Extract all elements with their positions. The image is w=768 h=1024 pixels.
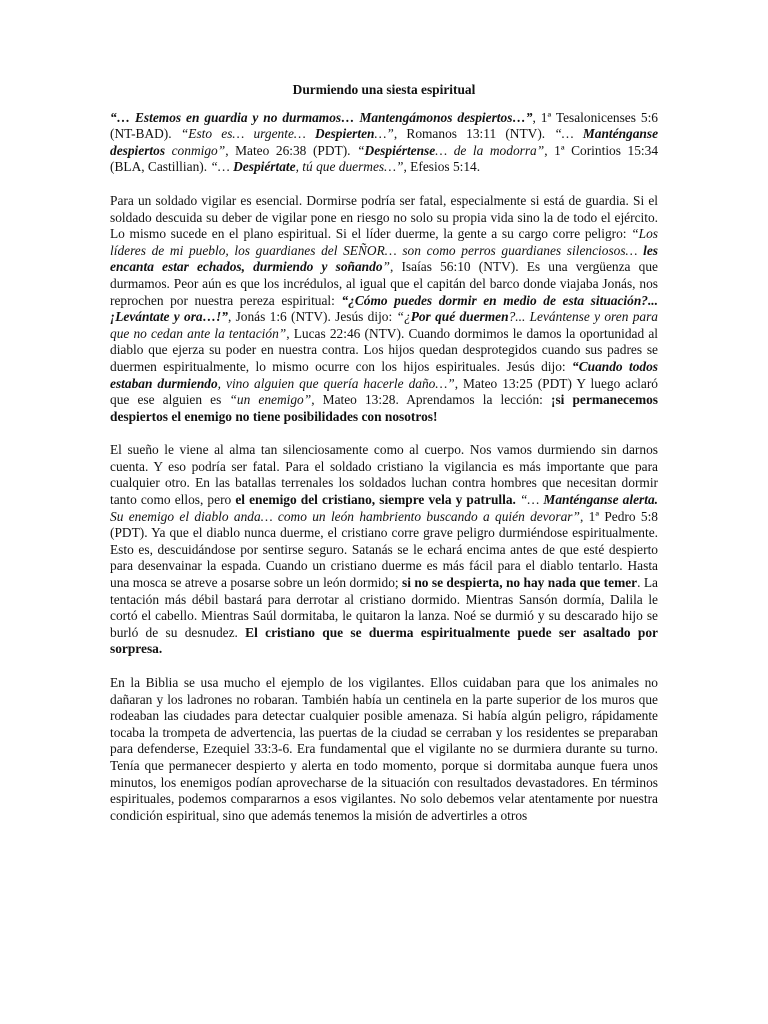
text-run: “¿: [396, 309, 411, 325]
text-run: Despiértense: [364, 142, 436, 158]
document-page: [110, 82, 658, 841]
text-run: les encanta estar echados, durmiendo y soñando: [110, 242, 658, 275]
text-run: Por qué duermen: [410, 309, 509, 325]
text-run: “Cuando todos estaban durmiendo: [110, 358, 658, 391]
text-run: El cristiano que se duerma espiritualmente puede ser asaltado por sorpresa.: [110, 624, 658, 657]
paragraph-3: [110, 442, 658, 658]
text-run: …”: [374, 126, 394, 142]
text-run: , Lucas 22:46 (NTV). Cuando dormimos le damos la oportunidad al diablo que ejerza su poder en nuestra contra. Los hijos quedan desprotegidos cuando sus padres se duermen espiritualmente, lo mismo ocurre con los hijos espirituales. Jesús dijo:: [110, 325, 658, 374]
text-run: , 1ª Pedro 5:8 (PDT). Ya que el diablo nunca duerme, el cristiano corre grave peligro durmiéndose espiritualmente. Esto es, descuidándose por sentirse seguro. Satanás se le echará encima antes de que esté despierto para desenvainar la espada. Cuando un cristiano duerme es más fácil para el diablo tentarlo. Hasta una mosca se atreve a posarse sobre un león dormido;: [110, 508, 658, 591]
text-run: En la Biblia se usa mucho el ejemplo de los vigilantes. Ellos cuidaban para que los animales no dañaran y los ladrones no robaran. También había un centinela en la parte superior de los muros que rodeaban las ciudades para detectar cualquier posible amenaza. Si había algún peligro, rápidamente tocaba la trompeta de advertencia, las puertas de la ciudad se cerraban y los residentes se preparaban para defenderse, Ezequiel 33:3-6. Era fundamental que el vigilante no se durmiera durante su turno. Tenía que permanecer despierto y alerta en todo momento, porque si dormitaba aunque fuera unos minutos, los enemigos podían aprovecharse de la situación con resultados devastadores. En términos espirituales, podemos compararnos a esos vigilantes. No solo debemos velar atentamente por nuestra condición espiritual, sino que además tenemos la misión de advertirles a otros: [110, 675, 658, 823]
text-run: ”: [382, 259, 390, 275]
paragraph-2: [110, 193, 658, 425]
paragraph-1: [110, 110, 658, 176]
text-run: “…: [554, 126, 583, 142]
text-run: Para un soldado vigilar es esencial. Dormirse podría ser fatal, especialmente si está de guardia. Si el soldado descuida su deber de vigilar pone en riesgo no solo su propia vida sino la de todo el ejército. Lo mismo sucede en el plano espiritual. Si el líder duerme, la gente a su cargo corre peligro:: [110, 192, 658, 242]
text-run: si no se despierta, no hay nada que temer: [402, 575, 638, 591]
text-run: conmigo”: [165, 142, 226, 158]
text-run: , tú que duermes…”: [295, 159, 404, 175]
paragraph-4: [110, 675, 658, 824]
text-run: ¡si permanecemos despiertos el enemigo no tiene posibilidades con nosotros!: [110, 392, 659, 424]
text-run: . La tentación más débil bastará para derrotar al cristiano dormido. Mientras Sansón dormía, Dalila le cortó el cabello. Mientras Saúl dormitaba, le quitaron la lanza. Noé se durmió y su descarado hijo se burló de su desnudez.: [110, 575, 658, 640]
text-run: El sueño le viene al alma tan silenciosamente como al cuerpo. Nos vamos durmiendo sin darnos cuenta. Y eso podría ser fatal. Para el soldado cristiano la vigilancia es más importante que para cualquier otro. En las batallas terrenales los soldados luchan contra hombres que necesitan dormir tanto como ellos, pero: [110, 442, 658, 508]
text-run: , 1ª Tesalonicenses 5:6 (NT-BAD).: [110, 109, 658, 142]
text-run: “: [357, 142, 365, 158]
text-run: , Mateo 26:38 (PDT).: [225, 142, 358, 158]
text-run: “un enemigo”: [229, 392, 312, 408]
document-body: [110, 110, 658, 825]
text-run: Manténganse despiertos: [110, 126, 659, 158]
text-run: Despiértate: [233, 159, 296, 175]
text-run: , Efesios 5:14.: [403, 159, 481, 175]
text-run: , Mateo 13:25 (PDT) Y luego aclaró que ese alguien es: [110, 375, 658, 408]
text-run: “…: [519, 492, 544, 508]
text-run: “Esto es… urgente…: [180, 126, 315, 142]
text-run: … de la modorra”: [435, 142, 545, 158]
text-run: “Los líderes de mi pueblo, los guardianes del SEÑOR… son como perros guardianes silenciosos…: [110, 226, 658, 258]
text-run: , 1ª Corintios 15:34 (BLA, Castillian).: [110, 142, 659, 175]
text-run: Su enemigo el diablo anda… como un león hambriento buscando a quién devorar”: [110, 508, 580, 524]
text-run: , Romanos 13:11 (NTV).: [393, 126, 555, 142]
text-run: , Isaías 56:10 (NTV). Es una vergüenza que durmamos. Peor aún es que los incrédulos, al igual que el capitán del barco donde viajaba Jonás, nos reprochen por nuestra pereza espiritual:: [110, 259, 658, 308]
text-run: el enemigo del cristiano, siempre vela y patrulla.: [235, 492, 520, 508]
text-run: “¿Cómo puedes dormir en medio de esta situación?... ¡Levántate y ora…!”: [110, 292, 659, 325]
text-run: “…: [210, 159, 234, 175]
text-run: ?... Levántense y oren para que no cedan ante la tentación”: [110, 309, 658, 341]
text-run: Despierten: [314, 126, 375, 142]
text-run: , Mateo 13:28. Aprendamos la lección:: [311, 392, 551, 408]
text-run: , vino alguien que quería hacerle daño…”: [217, 375, 455, 391]
document-title: Durmiendo una siesta espiritual: [292, 82, 476, 97]
text-run: “… Estemos en guardia y no durmamos… Mantengámonos despiertos…”: [110, 109, 533, 125]
text-run: Manténganse alerta.: [543, 492, 658, 508]
text-run: , Jonás 1:6 (NTV). Jesús dijo:: [227, 309, 397, 325]
